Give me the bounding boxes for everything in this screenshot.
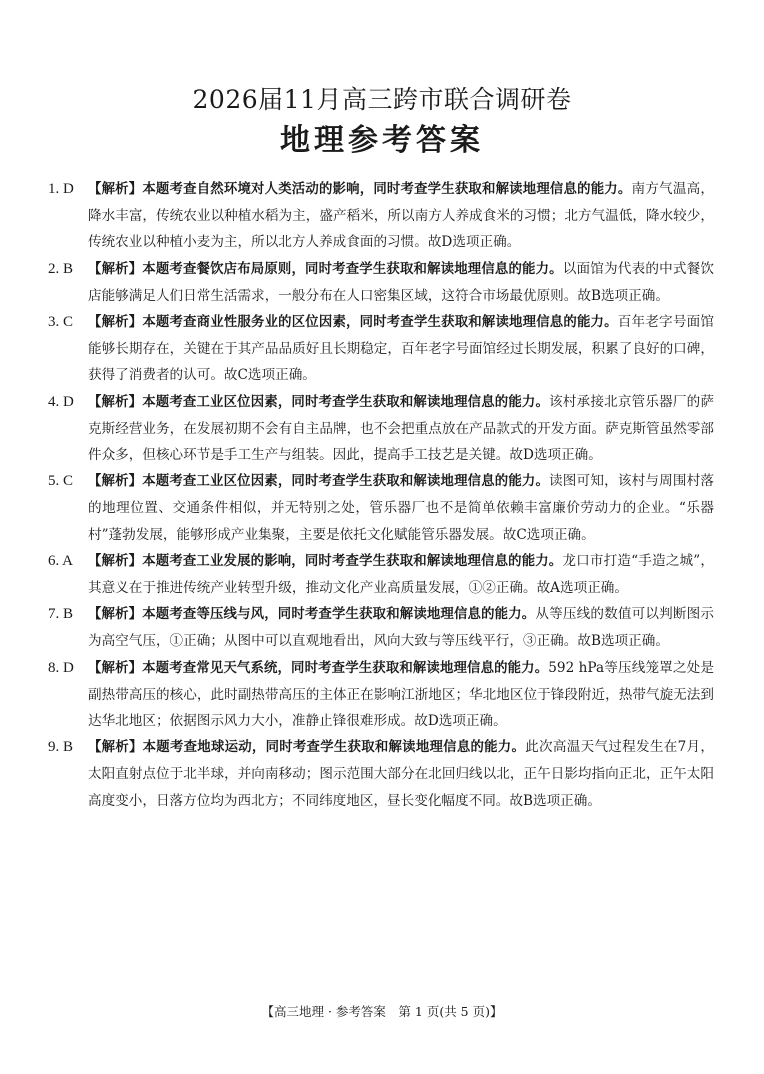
answer-item-2: [48, 256, 714, 309]
answer-analysis-lead: 【解析】本题考查常见天气系统，同时考查学生获取和解读地理信息的能力。: [88, 660, 549, 676]
answer-number: 7. B: [48, 606, 74, 623]
answer-number: 8. D: [48, 659, 74, 676]
answer-analysis-body: 龙口市打造“手造之城”，其意义在于推进传统产业转型升级，推动文化产业高质量发展，①②正确。故A选项正确。: [88, 552, 715, 597]
document-title: 地理参考答案: [280, 123, 484, 158]
answer-analysis-lead: 【解析】本题考查工业区位因素，同时考查学生获取和解读地理信息的能力。: [88, 474, 550, 490]
answer-analysis-body: 百年老字号面馆能够长期存在，关键在于其产品品质好且长期稳定，百年老字号面馆经过长期发展，积累了良好的口碑，获得了消费者的认可。故C选项正确。: [88, 314, 715, 384]
answer-analysis-body: 该村承接北京管乐器厂的萨克斯经营业务，在发展初期不会有自主品牌，也不会把重点放在产品款式的开发方面。萨克斯管虽然零部件众多，但核心环节是手工生产与组装。因此，提高手工技艺是关键。故D选项正确。: [88, 393, 715, 464]
answer-analysis-lead: 【解析】本题考查商业性服务业的区位因素，同时考查学生获取和解读地理信息的能力。: [88, 315, 618, 331]
answer-number: 1. D: [48, 181, 74, 197]
answer-number: 9. B: [48, 739, 74, 756]
answer-analysis-lead: 【解析】本题考查工业区位因素，同时考查学生获取和解读地理信息的能力。: [88, 394, 550, 410]
answer-item-4: [48, 389, 714, 469]
answer-analysis-lead: 【解析】本题考查地球运动，同时考查学生获取和解读地理信息的能力。: [88, 740, 526, 756]
answer-list: [48, 176, 714, 814]
answer-item-8: [48, 655, 714, 735]
answer-analysis-body: 以面馆为代表的中式餐饮店能够满足人们日常生活需求，一般分布在人口密集区域，这符合市场最优原则。故B选项正确。: [88, 260, 714, 304]
answer-analysis-body: 南方气温高，降水丰富，传统农业以种植水稻为主，盛产稻米，所以南方人养成食米的习惯；北方气温低，降水较少，传统农业以种植小麦为主，所以北方人养成食面的习惯。故D选项正确。: [88, 181, 715, 251]
answer-item-7: [48, 601, 714, 654]
answer-analysis-body: 读图可知，该村与周围村落的地理位置、交通条件相似，并无特别之处，管乐器厂也不是简单依赖丰富廉价劳动力的企业。“乐器村”蓬勃发展，能够形成产业集聚，主要是依托文化赋能管乐器发展。故C选项正确。: [88, 473, 715, 543]
answer-analysis-lead: 【解析】本题考查自然环境对人类活动的影响，同时考查学生获取和解读地理信息的能力。: [88, 182, 632, 197]
answer-analysis-lead: 【解析】本题考查餐饮店布局原则，同时考查学生获取和解读地理信息的能力。: [88, 261, 563, 277]
answer-item-1: [48, 176, 714, 256]
answer-item-5: [48, 468, 714, 548]
answer-analysis-lead: 【解析】本题考查工业发展的影响，同时考查学生获取和解读地理信息的能力。: [88, 553, 563, 569]
answer-item-9: [48, 734, 714, 814]
answer-analysis-body: 从等压线的数值可以判断图示为高空气压，①正确；从图中可以直观地看出，风向大致与等压线平行，③正确。故B选项正确。: [88, 606, 715, 650]
answer-analysis-lead: 【解析】本题考查等压线与风，同时考查学生获取和解读地理信息的能力。: [88, 607, 536, 623]
answer-number: 3. C: [48, 314, 74, 331]
answer-number: 5. C: [48, 473, 74, 490]
answer-number: 4. D: [48, 393, 74, 410]
answer-item-3: [48, 309, 714, 389]
answer-number: 6. A: [48, 552, 74, 569]
answer-analysis-body: 592 hPa等压线笼罩之处是副热带高压的核心，此时副热带高压的主体正在影响江浙地区；华北地区位于锋段附近，热带气旋无法到达华北地区；依据图示风力大小，准静止锋很难形成。故D选项正确。: [88, 659, 714, 730]
page-footer: 【高三地理 · 参考答案 第 1 页(共 5 页)】: [261, 1004, 503, 1019]
answer-number: 2. B: [48, 260, 74, 277]
answer-analysis-body: 此次高温天气过程发生在7月，太阳直射点位于北半球，并向南移动；图示范围大部分在北回归线以北，正午日影均指向正北，正午太阳高度变小，日落方位均为西北方；不同纬度地区，昼长变化幅度不同。故B选项正确。: [88, 739, 714, 809]
answer-item-6: [48, 548, 714, 601]
exam-title: 2026届11月高三跨市联合调研卷: [192, 85, 572, 114]
